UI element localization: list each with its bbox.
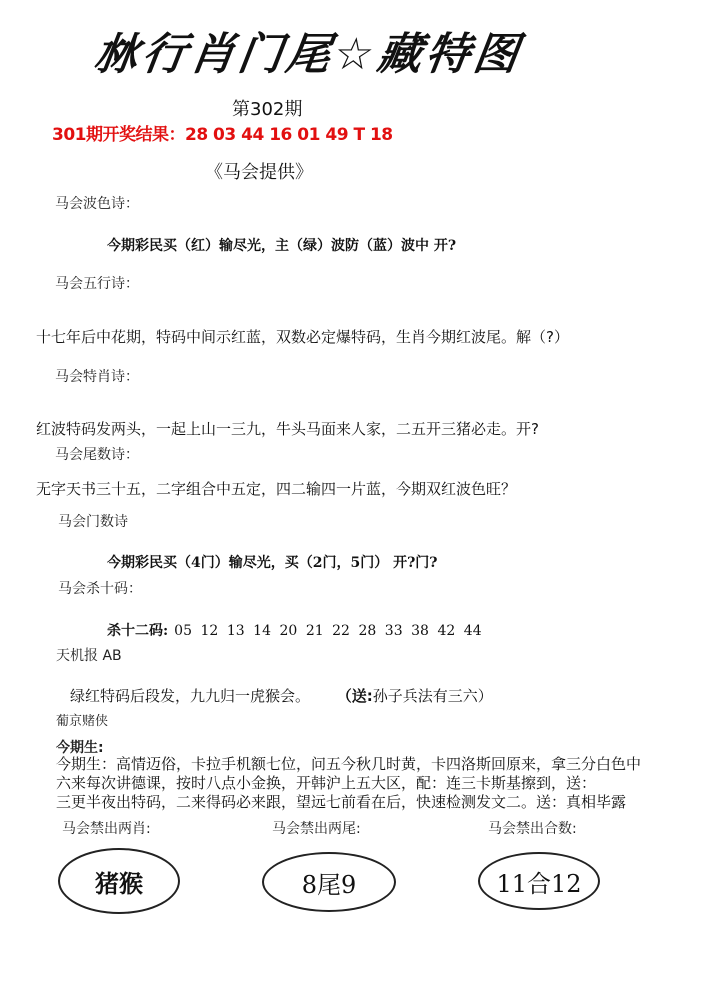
ban-tail-value: 8尾9 (262, 852, 396, 912)
issue-number: 第302期 (232, 99, 303, 120)
number-list (174, 623, 490, 639)
kill-twelve-numbers (107, 620, 490, 640)
tianji-heading: 天机报 AB (56, 648, 122, 664)
tianji-send: 孙子兵法有三六） (372, 687, 493, 705)
today-heading: 今期生: (56, 740, 104, 756)
kill-number: 05 (174, 623, 192, 639)
color-poem-text: 今期彩民买（红）输尽光，主（绿）波防（蓝）波中 开? (107, 238, 457, 254)
kill-number: 20 (279, 623, 298, 639)
kill-number: 33 (384, 623, 403, 639)
provider-label: 《马会提供》 (205, 162, 313, 183)
zodiac-poem-heading: 马会特肖诗： (55, 369, 139, 385)
page-title: 沝行肖门尾☆藏特图 (90, 29, 526, 80)
kill-number: 22 (332, 623, 350, 639)
tianji-text (70, 685, 493, 706)
kill-twelve-label: 杀十二码: (107, 623, 169, 639)
color-poem-heading: 马会波色诗： (55, 196, 139, 212)
ban-sum-value: 11合12 (478, 852, 600, 910)
tianji-send-label: （送: (336, 687, 373, 705)
kill-number: 42 (437, 623, 456, 639)
gate-text: 今期彩民买（4门）输尽光，买（2门，5门） 开?门? (107, 555, 438, 571)
macau-gambler: 葡京赌侠 (56, 714, 109, 729)
today-line-1: 今期生：高情迈俗，卡拉手机额七位，问五今秋几时黄，卡四洛斯回原来，拿三分白色中 (56, 755, 642, 773)
kill-ten-heading: 马会杀十码： (58, 581, 142, 597)
kill-number: 38 (411, 623, 429, 639)
ban-sum-label: 马会禁出合数: (488, 821, 577, 837)
five-elements-heading: 马会五行诗： (55, 276, 139, 292)
five-elements-text: 十七年后中花期，特码中间示红蓝，双数必定爆特码，生肖今期红波尾。解（?） (36, 328, 569, 346)
tianji-main: 绿红特码后段发，九九归一虎猴会。 (70, 687, 311, 705)
today-line-3: 三更半夜出特码，二来得码必来跟，望远七前看在后，快速检测发文二。送：真相毕露 (56, 793, 627, 811)
tail-poem-heading: 马会尾数诗： (55, 447, 139, 463)
kill-number: 44 (463, 623, 482, 639)
ban-tail-label: 马会禁出两尾: (272, 821, 361, 837)
tail-poem-text: 无字天书三十五，二字组合中五定，四二输四一片蓝，今期双红波色旺？ (36, 480, 517, 498)
kill-number: 21 (305, 623, 324, 639)
kill-number: 13 (226, 623, 245, 639)
today-line-2: 六来每次讲德课，按时八点小金换，开韩沪上五大区，配：连三卡斯基擦到，送： (56, 774, 597, 792)
gate-heading: 马会门数诗 (58, 514, 128, 530)
ban-zodiac-label: 马会禁出两肖: (62, 821, 151, 837)
kill-number: 14 (253, 623, 271, 639)
kill-number: 12 (200, 623, 219, 639)
previous-result: 301期开奖结果：28 03 44 16 01 49 T 18 (52, 125, 393, 145)
kill-number: 28 (358, 623, 377, 639)
ban-zodiac-value: 猪猴 (58, 848, 180, 914)
zodiac-poem-text: 红波特码发两头，一起上山一三九，牛头马面来人家，二五开三猪必走。开? (36, 420, 539, 438)
